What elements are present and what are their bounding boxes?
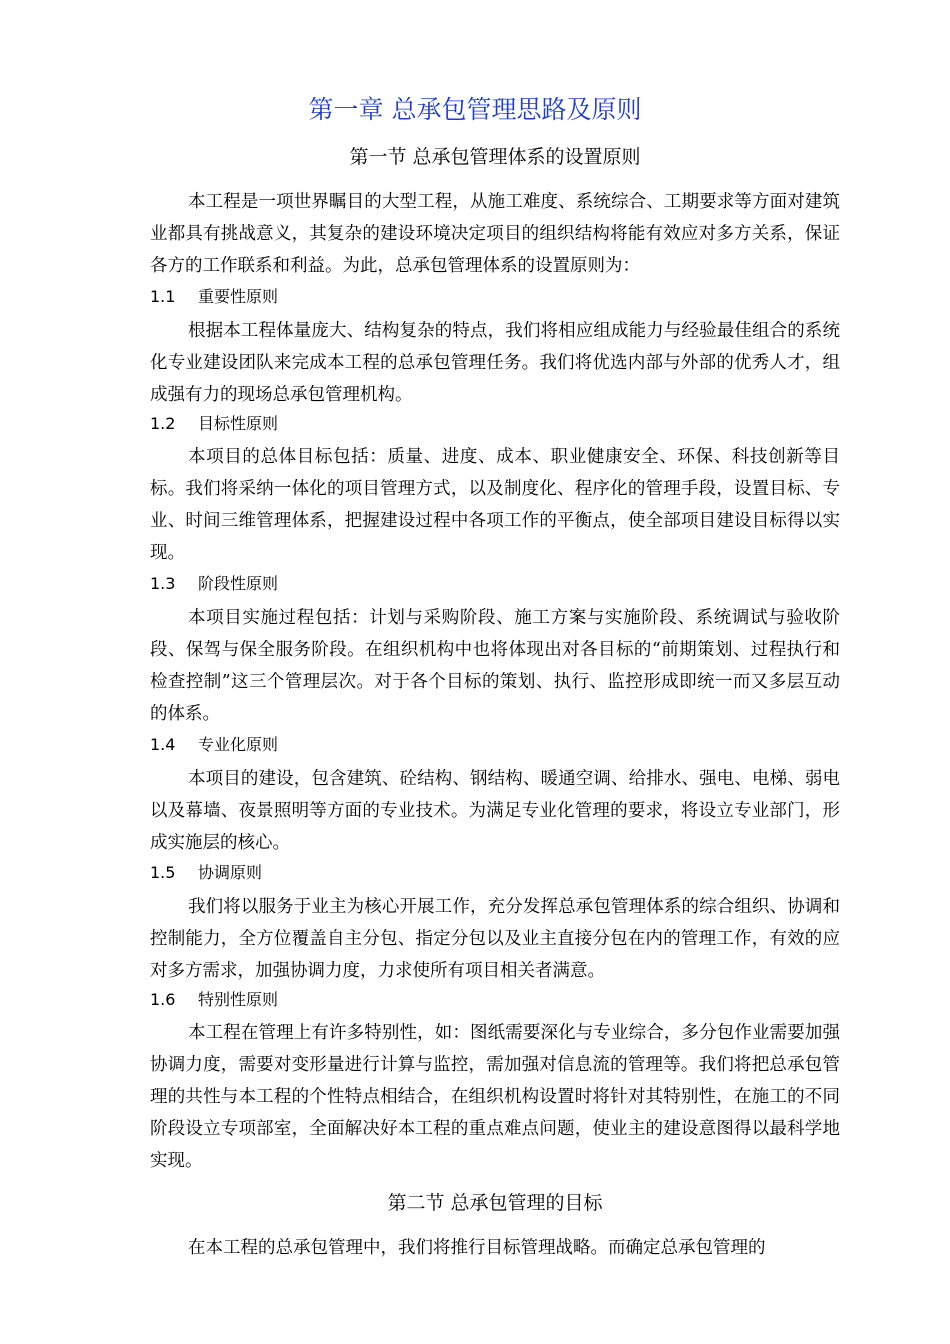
principle-paragraph: 根据本工程体量庞大、结构复杂的特点，我们将相应组成能力与经验最佳组合的系统化专业建设团队来完成本工程的总承包管理任务。我们将优选内部与外部的优秀人才，组成强有力的现场总承包管理机构。 (150, 321, 840, 405)
principle-title: 阶段性原则 (198, 574, 279, 593)
principle-title: 目标性原则 (198, 414, 279, 433)
principle-title: 专业化原则 (198, 735, 279, 754)
principle-paragraph: 本工程在管理上有许多特别性，如：图纸需要深化与专业综合，多分包作业需要加强协调力度，需要对变形量进行计算与监控，需加强对信息流的管理等。我们将把总承包管理的共性与本工程的个性特点相结合，在组织机构设置时将针对其特别性，在施工的不同阶段设立专项部室，全面解决好本工程的重点难点问题，使业主的建设意图得以最科学地实现。 (150, 1023, 840, 1171)
principle-title: 协调原则 (198, 863, 263, 882)
principle-paragraph: 本项目实施过程包括：计划与采购阶段、施工方案与实施阶段、系统调试与验收阶段、保驾与保全服务阶段。在组织机构中也将体现出对各目标的“前期策划、过程执行和检查控制”这三个管理层次。对于各个目标的策划、执行、监控形成即统一而又多层互动的体系。 (150, 608, 840, 724)
principle-title: 特别性原则 (198, 990, 279, 1009)
section-title: 第一节 总承包管理体系的设置原则 (349, 146, 641, 168)
principle-heading (150, 733, 278, 757)
principle-number: 1.5 (150, 863, 176, 882)
principle-heading (150, 861, 262, 885)
principle-number: 1.2 (150, 414, 176, 433)
principle-heading (150, 285, 278, 309)
section-title: 第二节 总承包管理的目标 (387, 1192, 603, 1214)
principle-heading (150, 988, 278, 1012)
principle-number: 1.6 (150, 990, 176, 1009)
principle-number: 1.3 (150, 574, 176, 593)
principle-paragraph: 本项目的总体目标包括：质量、进度、成本、职业健康安全、环保、科技创新等目标。我们将采纳一体化的项目管理方式，以及制度化、程序化的管理手段，设置目标、专业、时间三维管理体系，把握建设过程中各项工作的平衡点，使全部项目建设目标得以实现。 (150, 447, 840, 563)
principle-paragraph: 我们将以服务于业主为核心开展工作，充分发挥总承包管理体系的综合组织、协调和控制能力，全方位覆盖自主分包、指定分包以及业主直接分包在内的管理工作，有效的应对多方需求，加强协调力度，力求使所有项目相关者满意。 (150, 897, 840, 981)
section-intro-paragraph: 在本工程的总承包管理中，我们将推行目标管理战略。而确定总承包管理的 (188, 1238, 766, 1258)
chapter-title: 第一章 总承包管理思路及原则 (308, 95, 642, 124)
principle-paragraph: 本项目的建设，包含建筑、砼结构、钢结构、暖通空调、给排水、强电、电梯、弱电以及幕墙、夜景照明等方面的专业技术。为满足专业化管理的要求，将设立专业部门，形成实施层的核心。 (150, 769, 840, 853)
principle-title: 重要性原则 (198, 287, 279, 306)
principle-heading (150, 572, 278, 596)
principle-heading (150, 412, 278, 436)
section-intro-paragraph: 本工程是一项世界瞩目的大型工程，从施工难度、系统综合、工期要求等方面对建筑业都具有挑战意义，其复杂的建设环境决定项目的组织结构将能有效应对多方关系，保证各方的工作联系和利益。为此，总承包管理体系的设置原则为： (150, 192, 840, 276)
principle-number: 1.1 (150, 287, 176, 306)
principle-number: 1.4 (150, 735, 176, 754)
